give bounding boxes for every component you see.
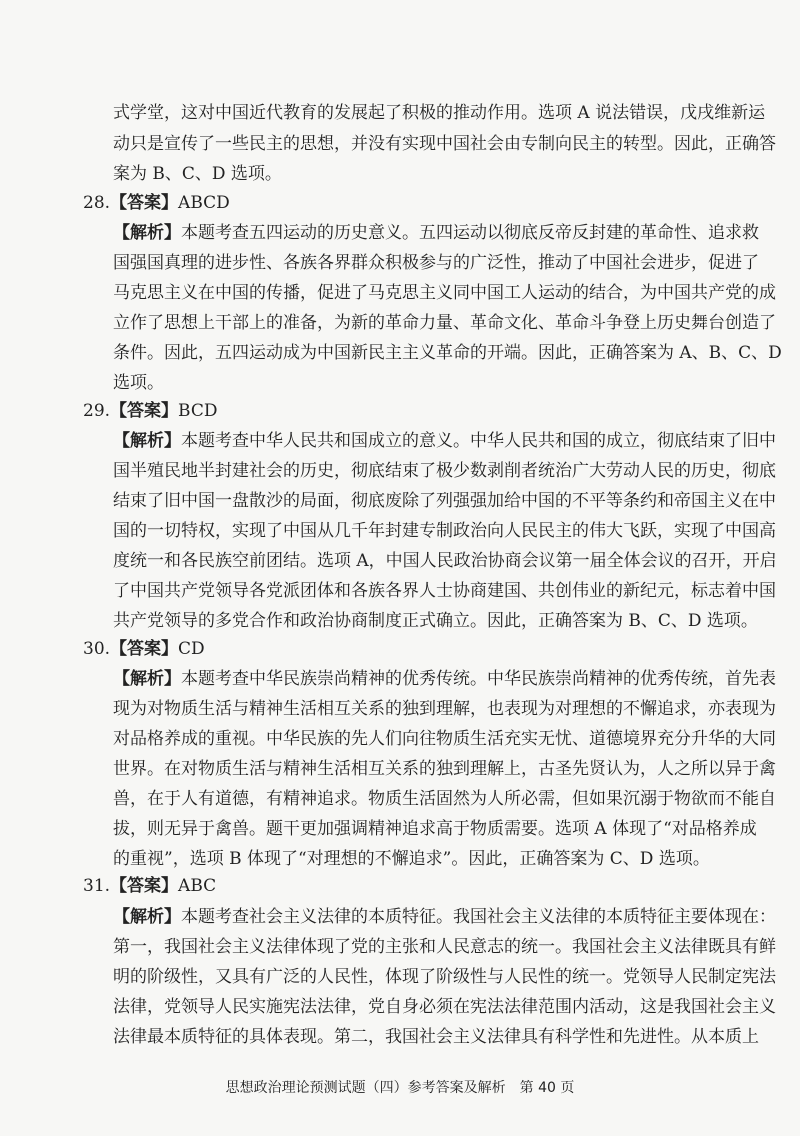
answer-label: 【答案】 [110, 401, 179, 421]
paragraph-line: 第一，我国社会主义法律体现了党的主张和人民意志的统一。我国社会主义法律既具有鲜 [113, 937, 776, 957]
paragraph-line: 国强国真理的进步性、各族各界群众积极参与的广泛性，推动了中国社会进步，促进了 [113, 253, 759, 273]
answer-value: ABC [178, 876, 217, 896]
paragraph-line: 法律，党领导人民实施宪法法律，党自身必须在宪法法律范围内活动，这是我国社会主义 [113, 997, 776, 1017]
analysis-text: 本题考查中华人民共和国成立的意义。中华人民共和国的成立，彻底结束了旧中 [181, 431, 776, 451]
analysis-label: 【解析】 [113, 907, 181, 927]
paragraph-line: 对品格养成的重视。中华民族的先人们向往物质生活充实无忧、道德境界充分升华的大同 [113, 729, 776, 749]
paragraph-line: 了中国共产党领导各党派团体和各族各界人士协商建国、共创伟业的新纪元，标志着中国 [113, 581, 776, 601]
paragraph-line: 世界。在对物质生活与精神生活相互关系的独到理解上，古圣先贤认为，人之所以异于禽 [113, 759, 776, 779]
answer-label: 【答案】 [110, 876, 179, 896]
question-29-answer [83, 398, 681, 424]
paragraph-line: 立作了思想上干部上的准备，为新的革命力量、革命文化、革命斗争登上历史舞台创造了 [113, 313, 776, 333]
paragraph-line: 式学堂，这对中国近代教育的发展起了积极的推动作用。选项 A 说法错误，戊戌维新运 [113, 103, 766, 123]
paragraph-line: 拔，则无异于禽兽。题干更加强调精神追求高于物质需要。选项 A 体现了“对品格养成 [113, 819, 757, 839]
paragraph-line: 案为 B、C、D 选项。 [113, 164, 282, 184]
question-30-analysis [113, 666, 776, 692]
answer-value: ABCD [178, 193, 230, 213]
question-28-answer [83, 190, 681, 216]
question-31-analysis [113, 904, 776, 930]
paragraph-line: 国半殖民地半封建社会的历史，彻底结束了极少数剥削者统治广大劳动人民的历史，彻底 [113, 461, 776, 481]
paragraph-line: 的重视”，选项 B 体现了“对理想的不懈追求”。因此，正确答案为 C、D 选项。 [113, 849, 710, 869]
paragraph-line: 马克思主义在中国的传播，促进了马克思主义同中国工人运动的结合，为中国共产党的成 [113, 283, 776, 303]
analysis-text: 本题考查五四运动的历史意义。五四运动以彻底反帝反封建的革命性、追求救 [181, 223, 759, 243]
paragraph-line: 法律最本质特征的具体表现。第二，我国社会主义法律具有科学性和先进性。从本质上 [113, 1027, 759, 1047]
analysis-text: 本题考查社会主义法律的本质特征。我国社会主义法律的本质特征主要体现在： [181, 907, 776, 927]
paragraph-line: 兽，在于人有道德，有精神追求。物质生活固然为人所必需，但如果沉溺于物欲而不能自 [113, 789, 776, 809]
question-31-answer [83, 873, 681, 899]
paragraph-line: 动只是宣传了一些民主的思想，并没有实现中国社会由专制向民主的转型。因此，正确答 [113, 134, 776, 154]
question-number: 30. [83, 639, 111, 659]
paragraph-line: 条件。因此，五四运动成为中国新民主主义革命的开端。因此，正确答案为 A、B、C、D [113, 343, 782, 363]
paragraph-line: 明的阶级性，又具有广泛的人民性，体现了阶级性与人民性的统一。党领导人民制定宪法 [113, 967, 776, 987]
page-footer: 思想政治理论预测试题（四）参考答案及解析 第 40 页 [225, 1080, 575, 1096]
question-number: 28. [83, 193, 111, 213]
question-29-analysis [113, 428, 776, 454]
answer-label: 【答案】 [110, 639, 179, 659]
paragraph-line: 度统一和各民族空前团结。选项 A，中国人民政治协商会议第一届全体会议的召开，开启 [113, 551, 777, 571]
question-number: 31. [83, 876, 111, 896]
question-28-analysis [113, 220, 759, 246]
answer-value: CD [178, 639, 205, 659]
paragraph-line: 选项。 [113, 373, 164, 393]
question-number: 29. [83, 401, 111, 421]
answer-label: 【答案】 [110, 193, 179, 213]
paragraph-line: 现为对物质生活与精神生活相互关系的独到理解，也表现为对理想的不懈追求，亦表现为 [113, 699, 776, 719]
analysis-text: 本题考查中华民族崇尚精神的优秀传统。中华民族崇尚精神的优秀传统，首先表 [181, 669, 776, 689]
analysis-label: 【解析】 [113, 669, 181, 689]
analysis-label: 【解析】 [113, 223, 181, 243]
analysis-label: 【解析】 [113, 431, 181, 451]
paragraph-line: 结束了旧中国一盘散沙的局面，彻底废除了列强强加给中国的不平等条约和帝国主义在中 [113, 491, 776, 511]
question-30-answer [83, 636, 681, 662]
paragraph-line: 国的一切特权，实现了中国从几千年封建专制政治向人民民主的伟大飞跃，实现了中国高 [113, 521, 776, 541]
answer-value: BCD [178, 401, 218, 421]
paragraph-line: 共产党领导的多党合作和政治协商制度正式确立。因此，正确答案为 B、C、D 选项。 [113, 611, 758, 631]
